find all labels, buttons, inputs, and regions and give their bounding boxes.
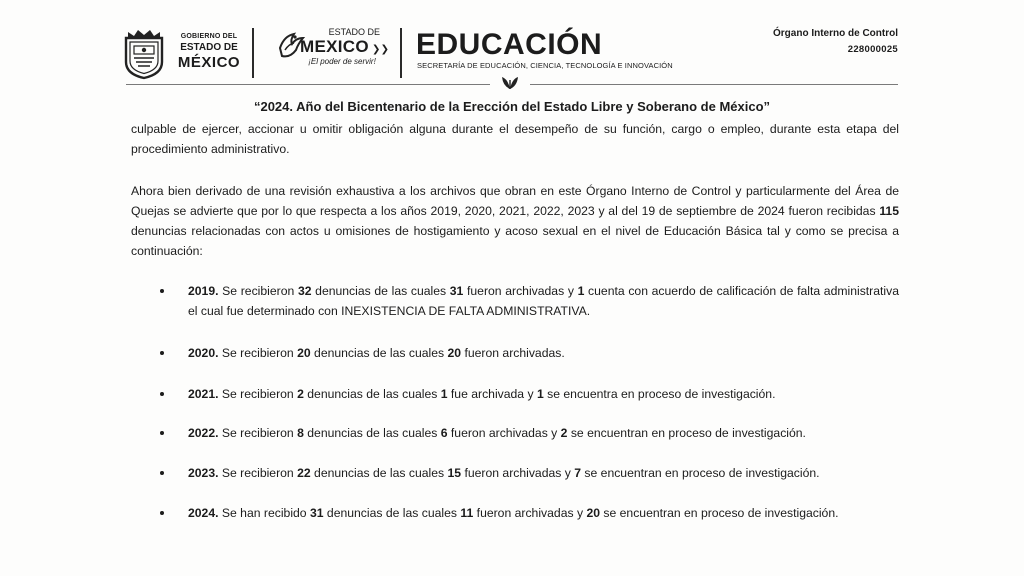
gobierno-line1: GOBIERNO DEL bbox=[180, 33, 238, 40]
letterhead bbox=[0, 0, 1024, 96]
list-item: 2023. Se recibieron 22 denuncias de las cuales 15 fueron archivadas y 7 se encuentran en proceso de investigación. bbox=[131, 463, 899, 483]
edomex-slogan: ¡El poder de servir! bbox=[308, 57, 376, 66]
organ-code: 228000025 bbox=[847, 44, 898, 55]
edomex-logo-text bbox=[300, 28, 390, 66]
header-separator bbox=[252, 28, 254, 78]
header-rule-left bbox=[126, 84, 490, 85]
gobierno-line2: ESTADO DE bbox=[180, 42, 238, 53]
organ-title: Órgano Interno de Control bbox=[773, 28, 898, 39]
edomex-top-label: ESTADO DE bbox=[328, 27, 380, 37]
secretaria-subtitle: SECRETARÍA DE EDUCACIÓN, CIENCIA, TECNOLOGÍA E INNOVACIÓN bbox=[417, 61, 673, 70]
list-item: 2019. Se recibieron 32 denuncias de las cuales 31 fueron archivadas y 1 cuenta con acuerdo de calificación de falta administrativa el cual fue determinado con INEXISTENCIA DE FALTA ADMINISTRATIVA. bbox=[131, 281, 899, 321]
educacion-title: EDUCACIÓN bbox=[416, 28, 603, 61]
list-item: 2021. Se recibieron 2 denuncias de las cuales 1 fue archivada y 1 se encuentra en proceso de investigación. bbox=[131, 384, 899, 404]
gobierno-logo-text bbox=[172, 33, 246, 70]
year-banner: “2024. Año del Bicentenario de la Erección del Estado Libre y Soberano de México” bbox=[253, 99, 771, 114]
leaf-ornament-icon bbox=[500, 74, 520, 90]
list-item: 2024. Se han recibido 31 denuncias de las cuales 11 fueron archivadas y 20 se encuentran en proceso de investigación. bbox=[131, 503, 899, 523]
list-item: 2022. Se recibieron 8 denuncias de las cuales 6 fueron archivadas y 2 se encuentran en proceso de investigación. bbox=[131, 423, 899, 443]
paragraph-review: Ahora bien derivado de una revisión exhaustiva a los archivos que obran en este Órgano Interno de Control y particularmente del Área de Quejas se advierte que por lo que respecta a los años 2019, 2020, 2021, 2022, 2023 y al del 19 de septiembre de 2024 fueron recibidas 115 denuncias relacionadas con actos u omisiones de hostigamiento y acoso sexual en el nivel de Educación Básica tal y como se precisa a continuación: bbox=[131, 184, 899, 258]
complaints-list bbox=[131, 281, 899, 523]
list-item: 2020. Se recibieron 20 denuncias de las cuales 20 fueron archivadas. bbox=[131, 343, 899, 363]
document-body bbox=[131, 119, 899, 523]
header-rule-right bbox=[530, 84, 898, 85]
edomex-main-label: MEXICO ❯❯ bbox=[300, 37, 390, 56]
state-seal-icon bbox=[122, 28, 166, 80]
paragraph-continuation: culpable de ejercer, accionar u omitir obligación alguna durante el desempeño de su función, cargo o empleo, durante esta etapa del procedimiento administrativo. bbox=[131, 122, 899, 156]
header-separator bbox=[400, 28, 402, 78]
gobierno-line3: MÉXICO bbox=[177, 54, 241, 71]
